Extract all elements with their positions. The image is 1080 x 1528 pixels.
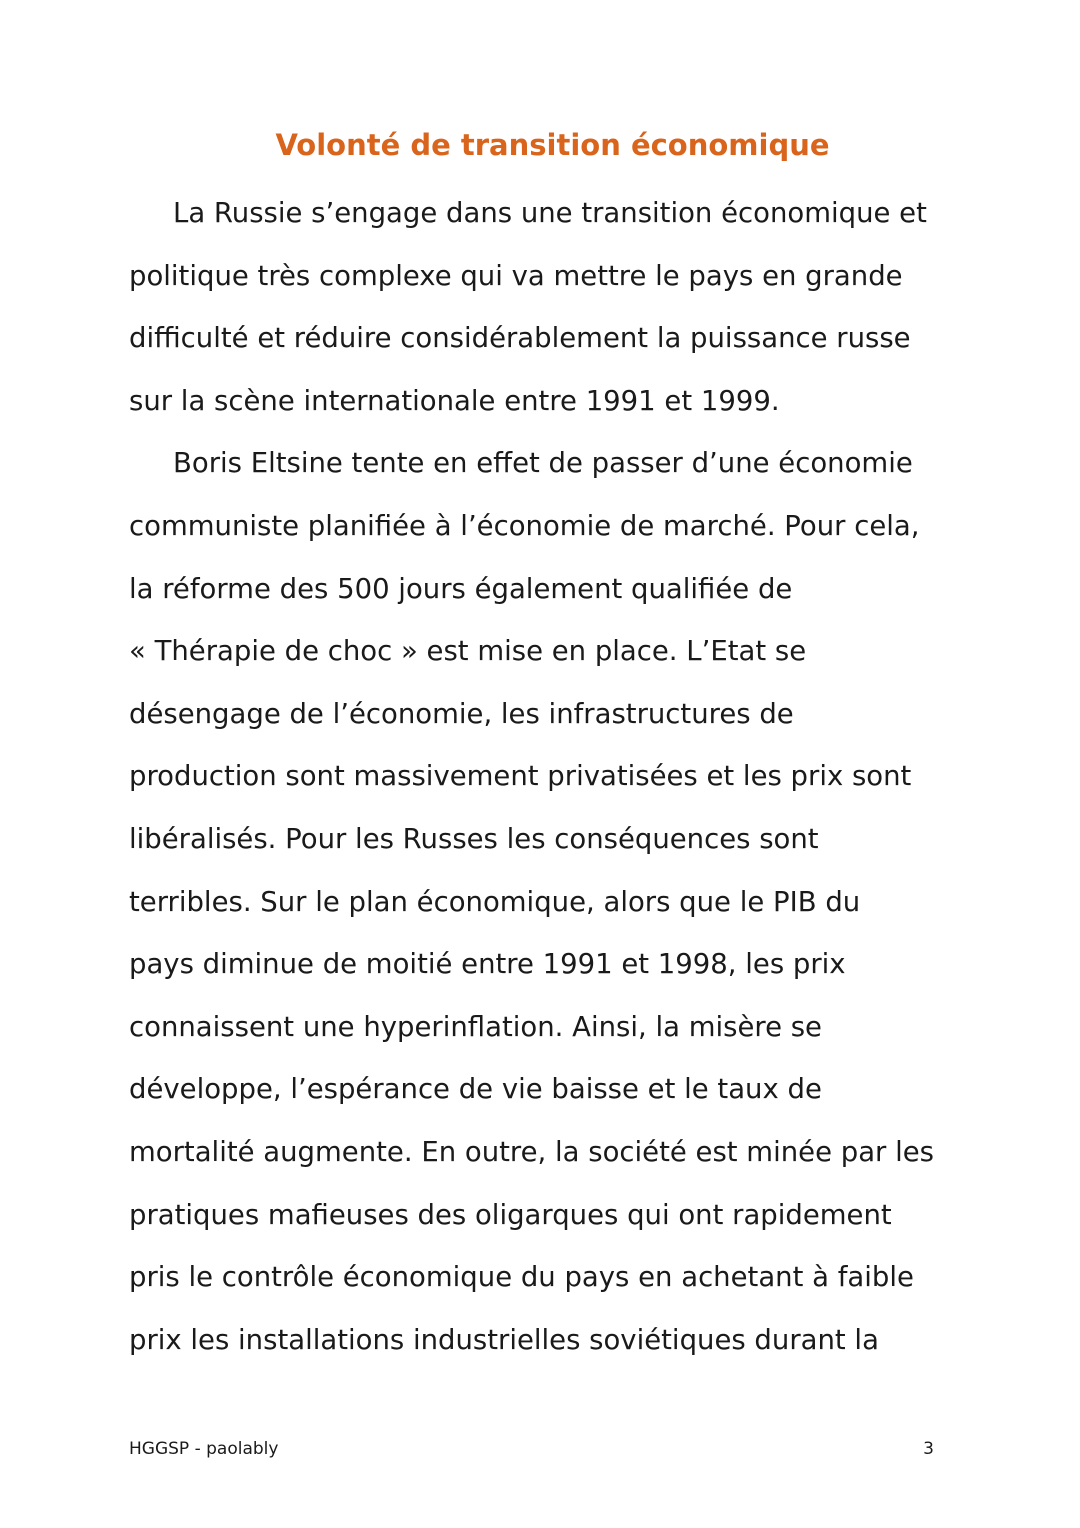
paragraph-2-line-11: développe, l’espérance de vie baisse et le taux de xyxy=(129,1073,822,1106)
paragraph-2-line-2: communiste planifiée à l’économie de marché. Pour cela, xyxy=(129,509,920,542)
paragraph-2-line-5: désengage de l’économie, les infrastructures de xyxy=(129,697,794,730)
paragraph-2-line-10: connaissent une hyperinflation. Ainsi, la misère se xyxy=(129,1010,822,1043)
paragraph-2-line-7: libéralisés. Pour les Russes les conséquences sont xyxy=(129,822,819,855)
paragraph-2-line-13: pratiques mafieuses des oligarques qui ont rapidement xyxy=(129,1198,892,1231)
paragraph-1-line-2: politique très complexe qui va mettre le pays en grande xyxy=(129,259,903,292)
paragraph-2-line-4: « Thérapie de choc » est mise en place. L’Etat se xyxy=(129,635,807,668)
page-number: 3 xyxy=(923,1439,934,1459)
paragraph-2-line-1: Boris Eltsine tente en effet de passer d’une économie xyxy=(173,447,913,480)
paragraph-2-line-15: prix les installations industrielles soviétiques durant la xyxy=(129,1323,879,1356)
footer-label: HGGSP - paolably xyxy=(129,1439,279,1459)
paragraph-2-line-3: la réforme des 500 jours également qualifiée de xyxy=(129,572,793,605)
paragraph-2-line-8: terribles. Sur le plan économique, alors que le PIB du xyxy=(129,885,861,918)
section-heading: Volonté de transition économique xyxy=(275,128,830,162)
paragraph-2-line-6: production sont massivement privatisées et les prix sont xyxy=(129,760,912,793)
paragraph-2-line-9: pays diminue de moitié entre 1991 et 1998, les prix xyxy=(129,948,846,981)
paragraph-1-line-4: sur la scène internationale entre 1991 et 1999. xyxy=(129,384,780,417)
paragraph-1-line-1: La Russie s’engage dans une transition économique et xyxy=(173,197,927,229)
paragraph-2-line-14: pris le contrôle économique du pays en achetant à faible xyxy=(129,1261,914,1294)
paragraph-2-line-12: mortalité augmente. En outre, la société est minée par les xyxy=(129,1135,934,1168)
body-text xyxy=(129,182,944,1371)
paragraph-1-line-3: difficulté et réduire considérablement la puissance russe xyxy=(129,322,911,355)
